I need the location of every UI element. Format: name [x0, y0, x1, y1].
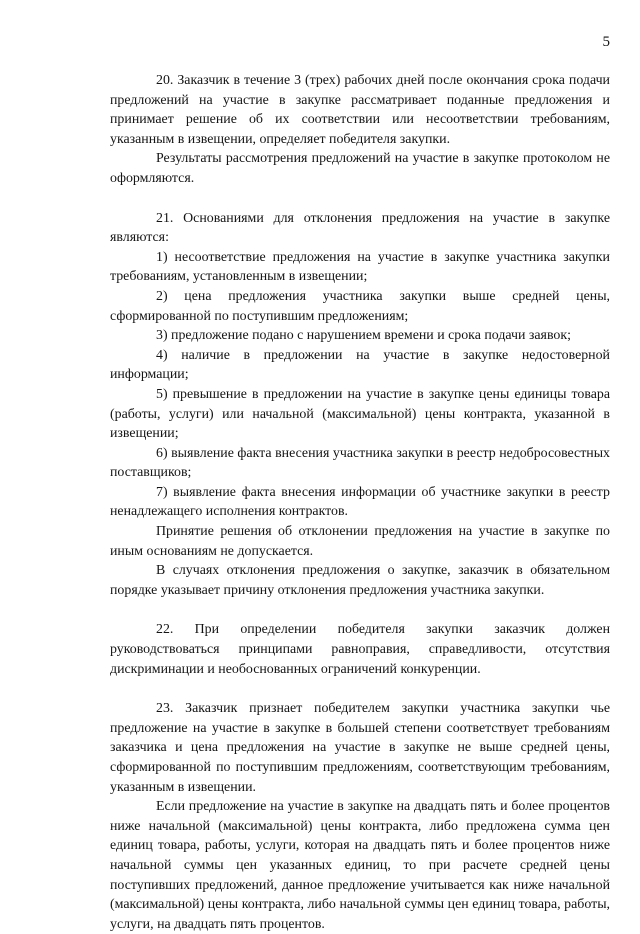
paragraph: В случаях отклонения предложения о закупке, заказчик в обязательном порядке указывает причину отклонения предложения участника закупки. [110, 563, 610, 598]
list-item: 5) превышение в предложении на участие в закупке цены единицы товара (работы, услуги) или начальной (максимальной) цены контракта, указанной в извещении; [110, 386, 610, 442]
list-item: 1) несоответствие предложения на участие в закупке участника закупки требованиям, установленным в извещении; [110, 249, 610, 285]
clause-22 [110, 620, 610, 679]
paragraph: Результаты рассмотрения предложений на участие в закупке протоколом не оформляются. [110, 151, 610, 186]
clause-20 [110, 71, 610, 189]
list-item: 2) цена предложения участника закупки выше средней цены, сформированной по поступившим предложениям; [110, 288, 610, 324]
list-item: 4) наличие в предложении на участие в закупке недостоверной информации; [110, 347, 610, 383]
clause-23 [110, 699, 610, 934]
paragraph: 20. Заказчик в течение 3 (трех) рабочих дней после окончания срока подачи предложений на участие в закупке рассматривает поданные предложения и принимает решение об их соответствии или несоответствии требованиям, указанным в извещении, определяет победителя закупки. [110, 73, 610, 147]
paragraph: Если предложение на участие в закупке на двадцать пять и более процентов ниже начальной (максимальной) цены контракта, либо предложена сумма цен единиц товара, работы, услуги, которая на двадцать пять и более процентов ниже начальной суммы цен указанных единиц, то при расчете средней цены поступивших предложений, данное предложение учитывается как ниже начальной (максимальной) цены контракта, либо начальной суммы цен единиц товара, работы, услуги, на двадцать пять процентов. [110, 799, 610, 932]
page-number: 5 [602, 34, 610, 50]
list-item: 7) выявление факта внесения информации об участнике закупки в реестр ненадлежащего исполнения контрактов. [110, 484, 610, 520]
paragraph: Принятие решения об отклонении предложения на участие в закупке по иным основаниям не допускается. [110, 524, 610, 559]
paragraph: 21. Основаниями для отклонения предложения на участие в закупке являются: [110, 210, 610, 246]
paragraph: 23. Заказчик признает победителем закупки участника закупки чье предложение на участие в закупке в большей степени соответствует требованиям заказчика и цена предложения на участие в закупке не выше средней цены, сформированной по поступившим предложениям, соответствующим требованиям, указанным в извещении. [110, 701, 610, 795]
list-item: 3) предложение подано с нарушением времени и срока подачи заявок; [156, 328, 571, 344]
paragraph: 22. При определении победителя закупки заказчик должен руководствоваться принципами равноправия, справедливости, отсутствия дискриминации и необоснованных ограничений конкуренции. [110, 622, 610, 677]
list-item: 6) выявление факта внесения участника закупки в реестр недобросовестных поставщиков; [110, 445, 610, 481]
clause-21 [110, 209, 610, 601]
